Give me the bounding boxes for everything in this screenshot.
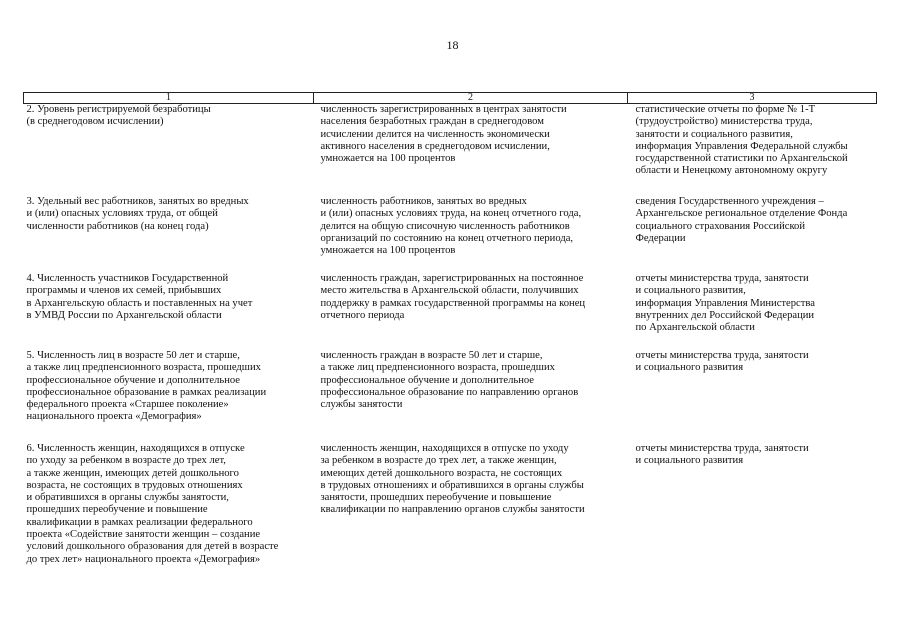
source-text: сведения Государственного учреждения – Архангельское региональное отделение Фонда социального страхования Российской Федерации bbox=[635, 196, 848, 244]
indicator-text: 2. Уровень регистрируемой безработицы (в среднегодовом исчислении) bbox=[26, 104, 211, 128]
indicator-cell bbox=[24, 196, 314, 273]
indicator-text: 5. Численность лиц в возрасте 50 лет и старше, а также лиц предпенсионного возраста, прошедших профессиональное обучение и дополнительное профессиональное образование в рамках реализации федерального проекта «Старшее поколение» национального проекта «Демография» bbox=[26, 350, 267, 423]
method-text: численность зарегистрированных в центрах занятости населения безработных граждан в среднегодовом исчислении делится на численность экономически активного населения в среднегодовом исчислении, умножается на 100 процентов bbox=[320, 104, 567, 165]
source-cell bbox=[628, 273, 877, 350]
method-text: численность работников, занятых во вредных и (или) опасных условиях труда, на конец отчетного года, делится на общую списочную численность работников организаций по состоянию на конец отчетного периода, умножается на 100 процентов bbox=[320, 196, 582, 257]
source-text: отчеты министерства труда, занятости и социального развития, информация Управления Министерства внутренних дел Российской Федерации по Архангельской области bbox=[635, 273, 815, 334]
column-number-1: 1 bbox=[24, 93, 314, 104]
source-cell bbox=[628, 443, 877, 566]
source-text: статистические отчеты по форме № 1-Т (трудоустройство) министерства труда, занятости и социального развития, информация Управления Федеральной службы государственной статистики по Архангельской области и Ненецкому автономному округу bbox=[635, 104, 848, 177]
table-row bbox=[24, 104, 877, 197]
table-row bbox=[24, 273, 877, 350]
source-text: отчеты министерства труда, занятости и социального развития bbox=[635, 443, 809, 467]
method-text: численность граждан, зарегистрированных на постоянное место жительства в Архангельской области, получивших поддержку в рамках государственной программы на конец отчетного периода bbox=[320, 273, 586, 321]
method-cell bbox=[314, 273, 628, 350]
method-text: численность женщин, находящихся в отпуске по уходу за ребенком в возрасте до трех лет, а также женщин, имеющих детей дошкольного возраста, не состоящих в трудовых отношениях и обратившихся в органы службы занятости, прошедших переобучение и повышение квалификации по направлению органов службы занятости bbox=[320, 443, 585, 516]
table-row bbox=[24, 196, 877, 273]
method-cell bbox=[314, 443, 628, 566]
table-row bbox=[24, 443, 877, 566]
indicator-cell bbox=[24, 443, 314, 566]
table-header-row bbox=[24, 93, 877, 104]
indicator-cell bbox=[24, 104, 314, 197]
page-number: 18 bbox=[446, 38, 459, 52]
method-cell bbox=[314, 196, 628, 273]
method-text: численность граждан в возрасте 50 лет и старше, а также лиц предпенсионного возраста, прошедших профессиональное обучение и дополнительное профессиональное образование по направлению органов службы занятости bbox=[320, 350, 579, 411]
source-text: отчеты министерства труда, занятости и социального развития bbox=[635, 350, 809, 374]
method-cell bbox=[314, 104, 628, 197]
indicator-cell bbox=[24, 350, 314, 443]
table-row bbox=[24, 350, 877, 443]
column-number-3: 3 bbox=[628, 93, 877, 104]
indicator-text: 3. Удельный вес работников, занятых во вредных и (или) опасных условиях труда, от общей численности работников (на конец года) bbox=[26, 196, 249, 232]
source-cell bbox=[628, 104, 877, 197]
column-number-2: 2 bbox=[314, 93, 628, 104]
indicator-text: 4. Численность участников Государственной программы и членов их семей, прибывших в Архангельскую область и поставленных на учет в УМВД России по Архангельской области bbox=[26, 273, 253, 321]
indicator-text: 6. Численность женщин, находящихся в отпуске по уходу за ребенком в возрасте до трех лет, а также женщин, имеющих детей дошкольного возраста, не состоящих в трудовых отношениях и обратившихся в органы службы занятости, прошедших переобучение и повышение квалификации в рамках реализации федерального проекта «Содействие занятости женщин – создание условий дошкольного образования для детей в возрасте до трех лет» национального проекта «Демография» bbox=[26, 443, 279, 565]
source-cell bbox=[628, 196, 877, 273]
indicator-cell bbox=[24, 273, 314, 350]
indicators-table bbox=[23, 92, 877, 566]
method-cell bbox=[314, 350, 628, 443]
source-cell bbox=[628, 350, 877, 443]
